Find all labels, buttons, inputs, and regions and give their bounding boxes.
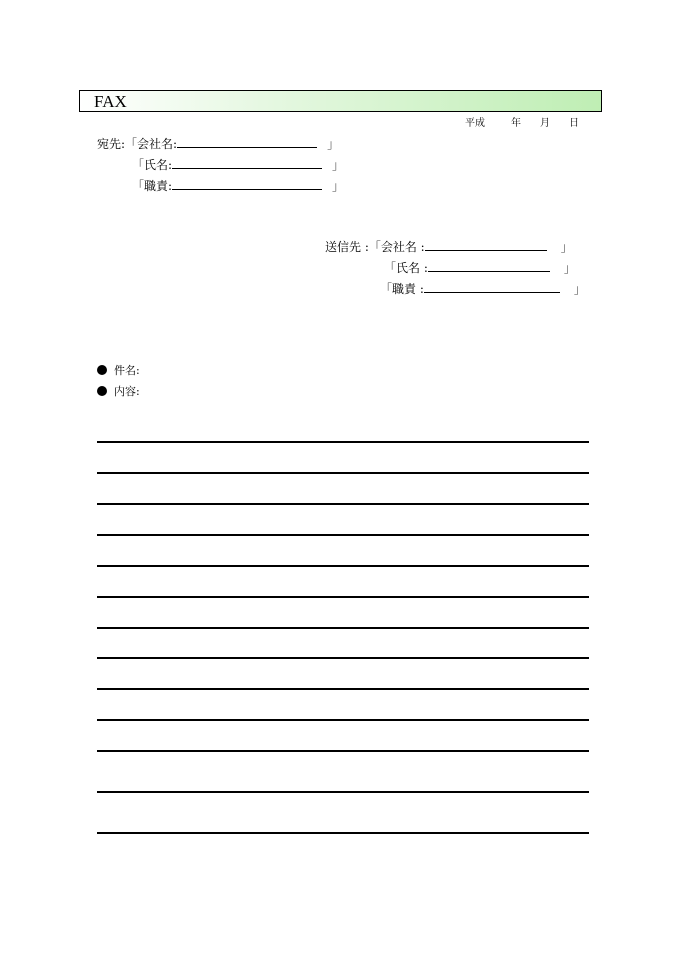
to-company-row [97,136,339,152]
writing-line[interactable] [97,719,589,721]
to-name-row [132,157,344,173]
from-company-label: 送信先 :「会社名 : [325,240,425,254]
to-title-field[interactable] [172,180,322,190]
date-month: 月 [540,118,550,129]
writing-line[interactable] [97,596,589,598]
from-company-field[interactable] [425,241,547,251]
to-company-close: 」 [327,137,340,151]
content-row [97,385,140,399]
content-label: 内容: [114,385,140,398]
writing-line[interactable] [97,791,589,793]
from-name-row [384,260,576,276]
writing-line[interactable] [97,472,589,474]
bullet-icon [97,365,107,375]
bullet-icon [97,386,107,396]
from-name-close: 」 [563,261,576,275]
writing-line[interactable] [97,832,589,834]
subject-row [97,364,140,378]
date-year: 年 [511,118,521,129]
writing-line[interactable] [97,565,589,567]
subject-label: 件名: [114,364,140,377]
fax-title-bar [79,90,602,112]
writing-line[interactable] [97,503,589,505]
date-day: 日 [569,118,579,129]
writing-line[interactable] [97,750,589,752]
from-name-field[interactable] [428,262,550,272]
to-company-field[interactable] [177,138,317,148]
fax-title: FAX [94,92,127,111]
to-title-close: 」 [332,179,345,193]
date-era: 平成 [465,118,485,129]
writing-line[interactable] [97,657,589,659]
writing-line[interactable] [97,441,589,443]
from-title-row [380,281,586,297]
from-company-close: 」 [560,240,573,254]
writing-line[interactable] [97,627,589,629]
to-name-close: 」 [332,158,345,172]
from-title-close: 」 [573,282,586,296]
writing-line[interactable] [97,534,589,536]
to-company-label: 宛先:「会社名: [97,137,178,151]
from-title-field[interactable] [424,283,560,293]
writing-line[interactable] [97,688,589,690]
to-name-field[interactable] [172,159,322,169]
to-title-label: 「職責: [132,179,173,193]
from-title-label: 「職責 : [380,282,424,296]
to-name-label: 「氏名: [132,158,173,172]
to-title-row [132,178,344,194]
from-company-row [325,239,573,255]
from-name-label: 「氏名 : [384,261,428,275]
